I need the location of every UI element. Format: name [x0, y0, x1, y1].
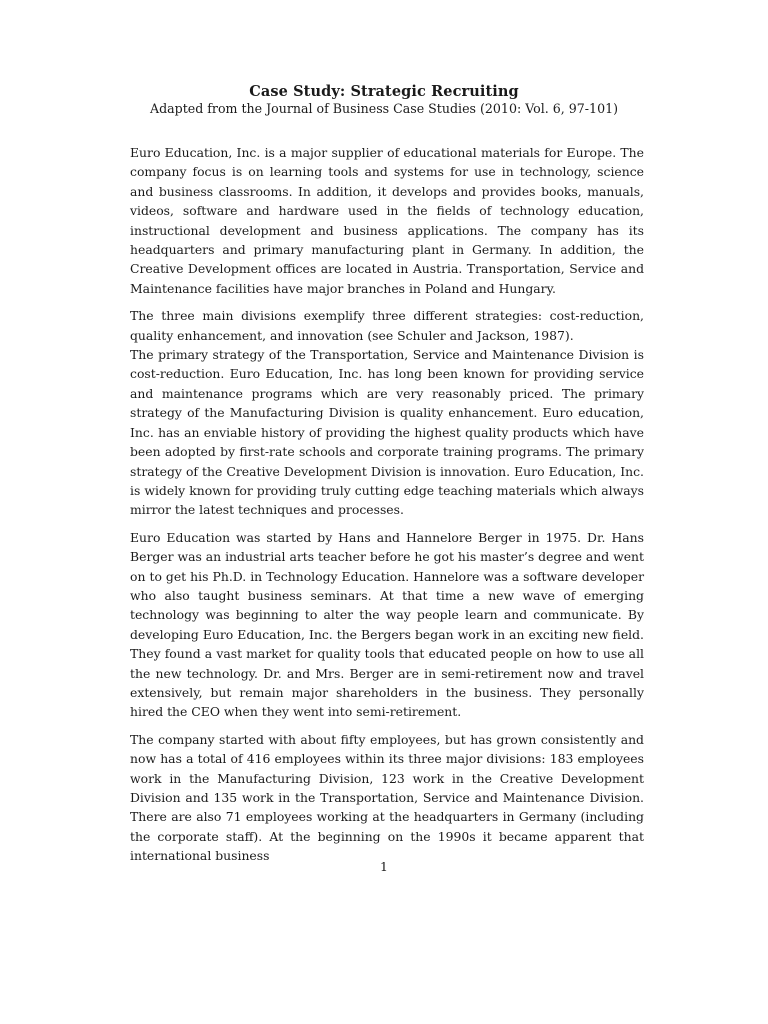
page-number: 1	[380, 859, 388, 874]
paragraph-employees: The company started with about fifty employees, but has grown consistently and now has a total of 416 employees within its three major divisions: 183 employees work in the Manufacturing Division, 123 work in the Creative Development Division and 135 work in the Transportation, Service and Maintenance Division. There are also 71 employees working at the headquarters in Germany (including the corporate staff). At the beginning on the 1990s it became apparent that international business	[130, 731, 644, 864]
paragraph-company-history: Euro Education was started by Hans and Hannelore Berger in 1975. Dr. Hans Berger was an industrial arts teacher before he got his master’s degree and went on to get his Ph.D. in Technology Education. Hannelore was a software developer who also taught business seminars. At that time a new wave of emerging technology was beginning to alter the way people learn and communicate. By developing Euro Education, Inc. the Bergers began work in an exciting new field. They found a vast market for quality tools that educated people on how to use all the new technology. Dr. and Mrs. Berger are in semi-retirement now and travel extensively, but remain major shareholders in the business. They personally hired the CEO when they went into semi-retirement.	[130, 529, 644, 720]
paragraph-company-overview: Euro Education, Inc. is a major supplier of educational materials for Europe. The company focus is on learning tools and systems for use in technology, science and business classrooms. In addition, it develops and provides books, manuals, videos, software and hardware used in the fields of technology education, instructional development and business applications. The company has its headquarters and primary manufacturing plant in Germany. In addition, the Creative Development offices are located in Austria. Transportation, Service and Maintenance facilities have major branches in Poland and Hungary.	[130, 145, 644, 296]
paragraph-three-strategies: The three main divisions exemplify three different strategies: cost-reduction, quality enhancement, and innovation (see Schuler and Jackson, 1987).	[130, 308, 644, 343]
paragraph-division-strategies: The primary strategy of the Transportation, Service and Maintenance Division is cost-reduction. Euro Education, Inc. has long been known for providing service and maintenance programs which are very reasonably priced. The primary strategy of the Manufacturing Division is quality enhancement. Euro education, Inc. has an enviable history of providing the highest quality products which have been adopted by first-rate schools and corporate training programs. The primary strategy of the Creative Development Division is innovation. Euro Education, Inc. is widely known for providing truly cutting edge teaching materials which always mirror the latest techniques and processes.	[130, 347, 644, 518]
document-title: Case Study: Strategic Recruiting	[249, 83, 519, 100]
document-body	[130, 143, 644, 874]
document-subtitle: Adapted from the Journal of Business Case Studies (2010: Vol. 6, 97-101)	[149, 101, 619, 116]
